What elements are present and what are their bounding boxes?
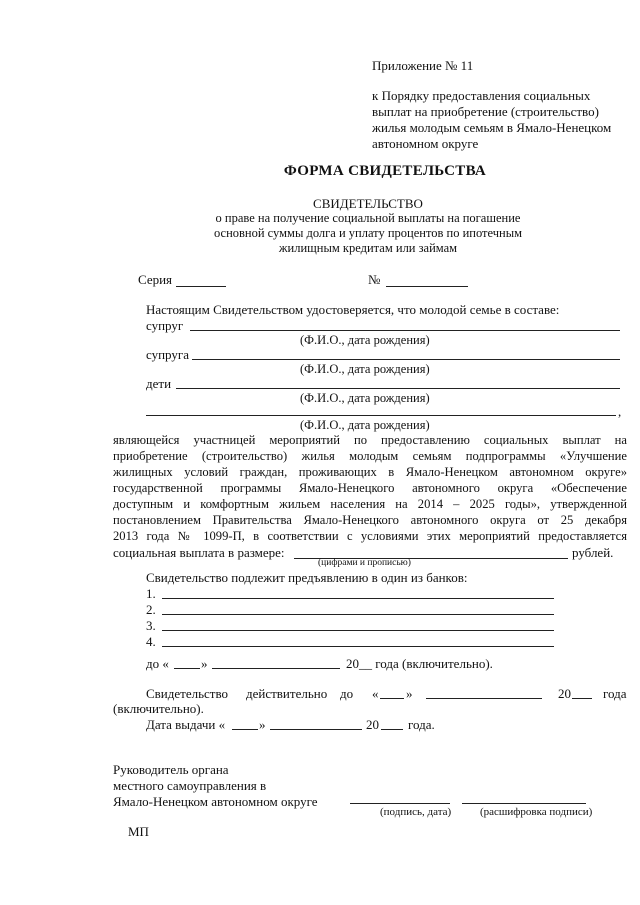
stamp-mark: МП [128, 824, 149, 839]
certificate-subtitle: о праве на получение социальной выплаты на погашение [215, 211, 521, 225]
fio-hint: (Ф.И.О., дата рождения) [300, 418, 430, 432]
spouse-f-field[interactable] [192, 359, 620, 360]
until-close-quote: » [201, 656, 208, 671]
validity-goda: года [603, 686, 627, 701]
validity-close-quote: » [406, 686, 413, 701]
amount-hint: (цифрами и прописью) [318, 558, 411, 568]
until-month-field[interactable] [212, 668, 340, 669]
validity-year: 20 [558, 686, 571, 701]
issue-label: Дата выдачи « [146, 717, 226, 732]
bank-number: 3. [146, 618, 156, 633]
validity-year-field[interactable] [572, 698, 592, 699]
spouse-m-field[interactable] [190, 330, 620, 331]
validity-incl: (включительно). [113, 701, 204, 716]
body-line: являющейся участницей мероприятий по предоставлению социальных выплат на [113, 433, 627, 447]
body-line: приобретение (строительство) жилья молодым семьям подпрограммы «Улучшение [113, 449, 627, 463]
issue-month-field[interactable] [270, 729, 362, 730]
children-field-extra[interactable] [146, 415, 616, 416]
decode-hint: (расшифровка подписи) [480, 806, 593, 818]
issue-year: 20 [366, 717, 379, 732]
annex-line: автономном округе [372, 136, 479, 151]
certificate-heading: СВИДЕТЕЛЬСТВО [313, 196, 423, 211]
until-year: 20__ года (включительно). [346, 656, 493, 671]
amount-label: социальная выплата в размере: [113, 545, 285, 560]
issue-tail: года. [408, 717, 435, 732]
bank-number: 2. [146, 602, 156, 617]
fio-hint: (Ф.И.О., дата рождения) [300, 362, 430, 376]
intro-text: Настоящим Свидетельством удостоверяется, что молодой семье в составе: [146, 302, 560, 317]
form-title: ФОРМА СВИДЕТЕЛЬСТВА [283, 163, 487, 179]
body-line: постановлением Правительства Ямало-Ненецкого автономного округа от 25 декабря [113, 513, 627, 527]
validity-month-field[interactable] [426, 698, 542, 699]
series-label: Серия [138, 272, 173, 287]
annex-line: выплат на приобретение (строительство) [372, 104, 599, 119]
validity-word: до [340, 686, 354, 701]
issue-day-field[interactable] [232, 729, 258, 730]
children-field[interactable] [176, 388, 620, 389]
series-field[interactable] [176, 286, 226, 287]
head-line: Ямало-Ненецком автономном округе [113, 794, 318, 809]
signature-decode-field[interactable] [462, 803, 586, 804]
bank-number: 4. [146, 634, 156, 649]
annex-number: Приложение № 11 [372, 58, 474, 73]
banks-title: Свидетельство подлежит предъявлению в один из банков: [146, 570, 468, 585]
bank-number: 1. [146, 586, 156, 601]
body-line: государственной программы Ямало-Ненецкого автономного округа «Обеспечение [113, 481, 627, 495]
validity-word: действительно [246, 686, 328, 701]
certificate-subtitle: жилищным кредитам или займам [278, 241, 458, 255]
body-line: доступным и комфортным жильем населения на 2014 – 2025 годы», утвержденной [113, 497, 627, 511]
body-line: 2013 года № 1099-П, в соответствии с условиями этих мероприятий предоставляется [113, 529, 627, 543]
spouse-m-label: супруг [146, 318, 184, 333]
children-label: дети [146, 376, 172, 391]
head-line: Руководитель органа [113, 762, 229, 777]
spouse-f-label: супруга [146, 347, 189, 362]
fio-hint: (Ф.И.О., дата рождения) [300, 391, 430, 405]
annex-line: жилья молодым семьям в Ямало-Ненецком [372, 120, 612, 135]
validity-open-quote: « [372, 686, 379, 701]
validity-day-field[interactable] [380, 698, 404, 699]
comma: , [618, 404, 622, 419]
sign-hint: (подпись, дата) [380, 806, 452, 818]
validity-word: Свидетельство [146, 686, 229, 701]
issue-year-field[interactable] [381, 729, 403, 730]
head-line: местного самоуправления в [113, 778, 267, 793]
until-day-field[interactable] [174, 668, 200, 669]
bank-field-4[interactable] [162, 646, 554, 647]
annex-line: к Порядку предоставления социальных [372, 88, 591, 103]
bank-field-3[interactable] [162, 630, 554, 631]
amount-unit: рублей. [572, 545, 614, 560]
bank-field-1[interactable] [162, 598, 554, 599]
number-label: № [368, 272, 381, 287]
number-field[interactable] [386, 286, 468, 287]
bank-field-2[interactable] [162, 614, 554, 615]
body-line: жилищных условий граждан, проживающих в Ямало-Ненецком автономном округе» [113, 465, 627, 479]
signature-field[interactable] [350, 803, 450, 804]
fio-hint: (Ф.И.О., дата рождения) [300, 333, 430, 347]
issue-close-quote: » [259, 717, 266, 732]
certificate-subtitle: основной суммы долга и уплату процентов по ипотечным [213, 226, 523, 240]
until-prefix: до « [146, 656, 169, 671]
